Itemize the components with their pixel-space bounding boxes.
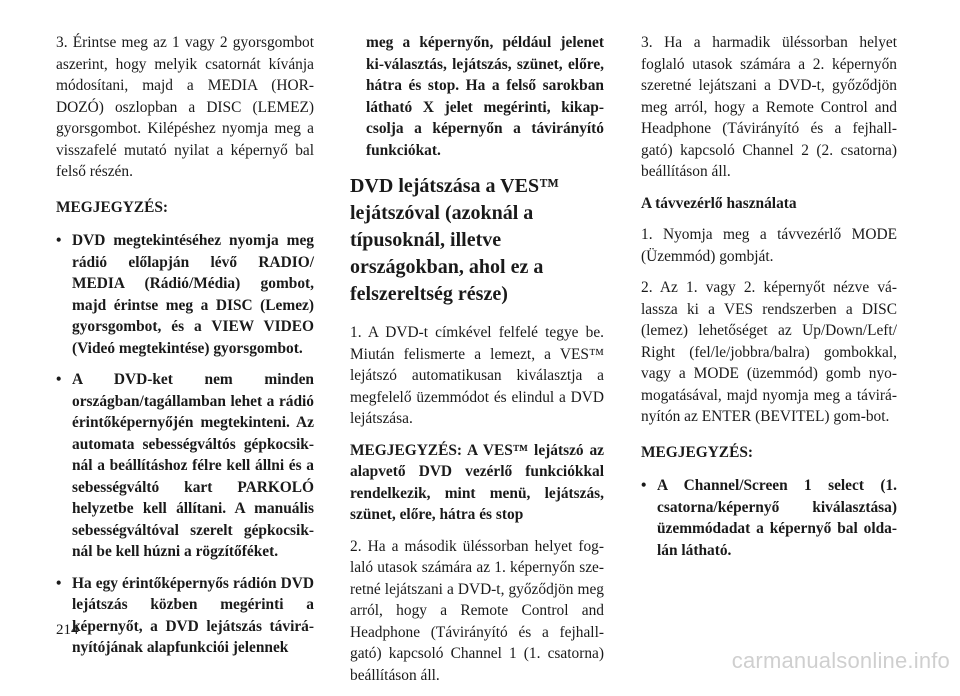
page-number: 214	[56, 622, 79, 638]
note-ves: MEGJEGYZÉS: A VES™ lejátszó az alapvető DVD vezérlő funkciókkal rendelkezik, mint menü, lejátszás, szünet, előre, hátra és stop	[350, 441, 604, 523]
note-list	[56, 230, 314, 659]
paragraph-step-2: 2. Ha a második üléssorban helyet fog-laló utasok számára az 1. képernyőn sze-retné lejátszani a DVD-t, győződjön meg arról, hogy a Remote Control and Headphone (Távirányító és a fejhall-gató) kapcsoló Channel 1 (1. csatorna) beállításon áll.	[350, 537, 604, 684]
paragraph-step-3b: 3. Ha a harmadik üléssorban helyet foglaló utasok számára a 2. képernyőn szeretné lejátszani a DVD-t, győződjön meg arról, hogy a Remote Control and Headphone (Távirányító és a fejhall-gató) kapcsoló Channel 2 (2. csatorna) beállításon áll.	[641, 34, 897, 180]
remote-step-2: 2. Az 1. vagy 2. képernyőt nézve vá-lassza ki a VES rendszerben a DISC (lemez) lehetőséget az Up/Down/Left/ Right (fel/le/jobbra/balra) gombokkal, vagy a MODE (üzemmód) gomb nyo-mogatásával, majd nyomja meg a távirá-nyítón az ENTER (BEVITEL) gom-bot.	[641, 279, 897, 425]
bullet-icon: •	[56, 371, 62, 388]
column-left	[56, 32, 314, 669]
bullet-icon: •	[56, 232, 62, 249]
subheading-remote: A távvezérlő használata	[641, 194, 797, 212]
bullet-icon: •	[56, 574, 62, 592]
note-item: • A Channel/Screen 1 select (1. csatorna/képernyő kiválasztása) üzemmódadat a képernyő bal olda-lán látható.	[641, 477, 897, 559]
section-heading: DVD lejátszása a VES™ lejátszóval (azoknál a típusoknál, illetve országokban, ahol ez a felszereltség része)	[350, 175, 560, 305]
remote-step-1: 1. Nyomja meg a távvezérlő MODE (Üzemmód) gombját.	[641, 226, 897, 265]
note-item: • DVD megtekintéséhez nyomja meg rádió előlapján lévő RADIO/ MEDIA (Rádió/Média) gombot, majd érintse meg a DISC (Lemez) gyorsgombot, és a VIEW VIDEO (Videó megtekintése) gyorsgombot.	[56, 232, 314, 357]
column-middle	[350, 32, 604, 696]
note-list	[641, 475, 897, 561]
note-continuation: meg a képernyőn, például jelenet ki-választás, lejátszás, szünet, előre, hátra és stop. Ha a felső sarokban látható X jelet megérinti, kikap-csolja a képernyőn a távirányító funkciókat.	[366, 34, 604, 159]
watermark: carmanualsonline.info	[731, 648, 950, 673]
column-right	[641, 32, 897, 571]
paragraph-step-1: 1. A DVD-t címkével felfelé tegye be. Miután felismerte a lemezt, a VES™ lejátszó automatikusan kiválasztja a megfelelő üzemmódot és elindul a DVD lejátszása.	[350, 324, 604, 427]
note-item: • Ha egy érintőképernyős rádión DVD lejátszás közben megérinti a képernyőt, a DVD lejátszás távirá-nyítójának alapfunkciói jelennek	[56, 574, 314, 656]
paragraph-step-3: 3. Érintse meg az 1 vagy 2 gyorsgombot aszerint, hogy melyik csatornát kívánja módosítani, majd a MEDIA (HOR-DOZÓ) oszlopban a DISC (LEMEZ) gyorsgombot. Kilépéshez nyomja meg a visszafelé mutató nyilat a képernyő bal felső részén.	[56, 34, 314, 180]
note-item: • A DVD-ket nem minden országban/tagállamban lehet a rádió érintőképernyőjén megtekinteni. Az automata sebességváltós gépkocsik-nál a beállításhoz félre kell állni és a sebességváltó kart PARKOLÓ helyzetbe kell állítani. A manuális sebességváltóval szerelt gépkocsik-nál be kell húzni a rögzítőféket.	[56, 371, 314, 560]
note-heading: MEGJEGYZÉS:	[641, 443, 754, 461]
note-heading: MEGJEGYZÉS:	[56, 198, 169, 216]
bullet-icon: •	[641, 477, 647, 494]
